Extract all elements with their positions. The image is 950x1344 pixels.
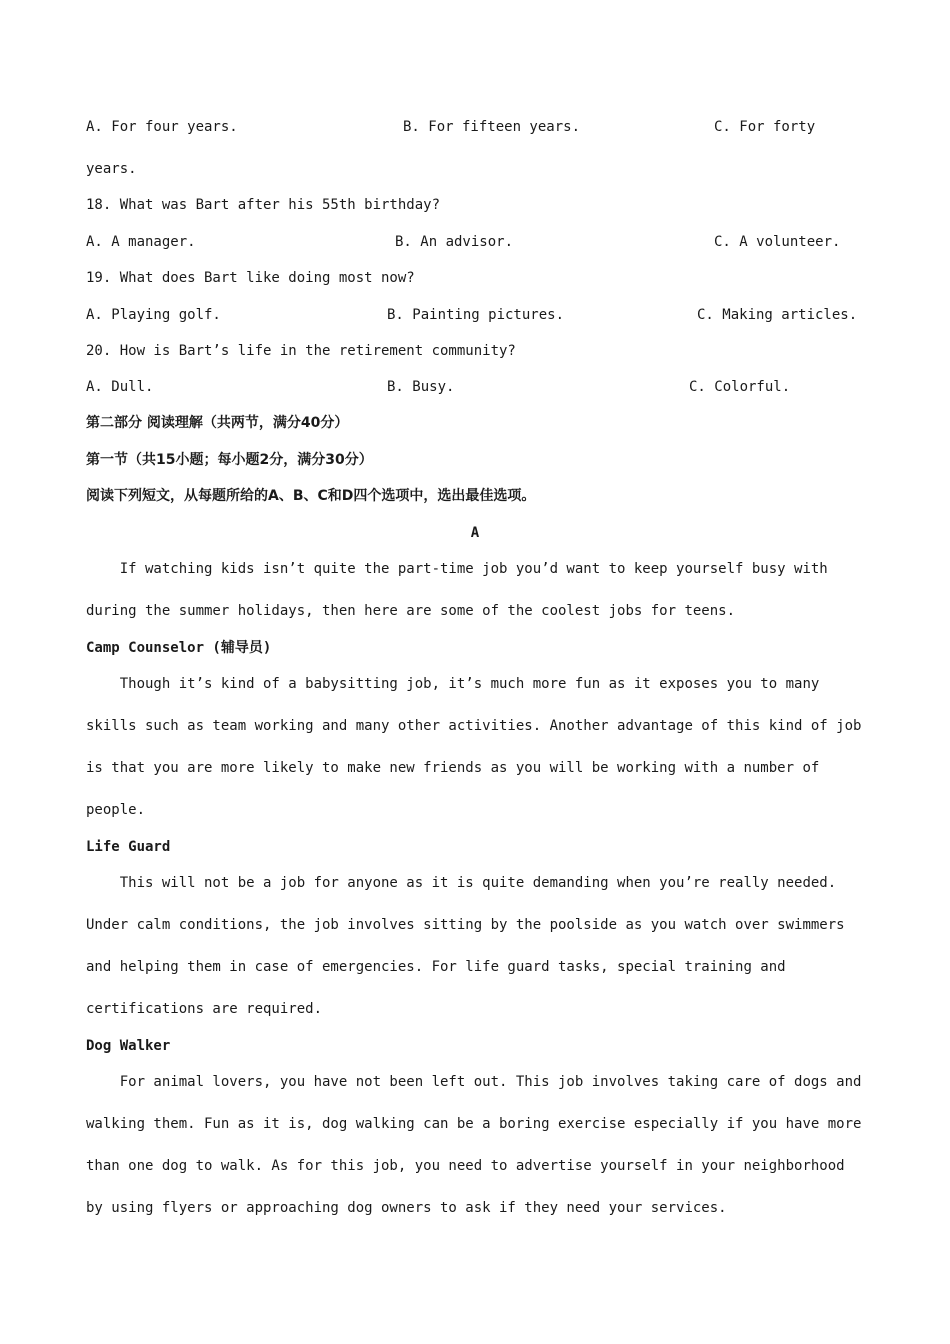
job-heading-life-guard: Life Guard — [86, 839, 171, 855]
q20-option-a: A. Dull. — [86, 379, 154, 395]
job-heading-camp-counselor: Camp Counselor (辅导员) — [86, 640, 272, 656]
q19-option-a: A. Playing golf. — [86, 307, 221, 323]
job-heading-dog-walker: Dog Walker — [86, 1038, 171, 1054]
camp-counselor-line-2: skills such as team working and many other activities. Another advantage of this kind of job — [86, 718, 862, 734]
passage-label: A — [470, 525, 480, 541]
reading-instruction: 阅读下列短文，从每题所给的A、B、C和D四个选项中，选出最佳选项。 — [86, 488, 536, 504]
q20-option-c: C. Colorful. — [689, 379, 791, 395]
life-guard-line-2: Under calm conditions, the job involves sitting by the poolside as you watch over swimmers — [86, 917, 845, 933]
life-guard-line-3: and helping them in case of emergencies. For life guard tasks, special training and — [86, 959, 786, 975]
part2-title: 第二部分 阅读理解（共两节，满分40分） — [86, 415, 349, 431]
q18-option-a: A. A manager. — [86, 234, 196, 250]
q18-stem: 18. What was Bart after his 55th birthday? — [86, 197, 441, 213]
q20-stem: 20. How is Bart’s life in the retirement community? — [86, 343, 516, 359]
section1-title: 第一节（共15小题；每小题2分，满分30分） — [86, 452, 373, 468]
camp-counselor-line-4: people. — [86, 802, 146, 818]
q19-stem: 19. What does Bart like doing most now? — [86, 270, 415, 286]
q17-option-a: A. For four years. — [86, 119, 238, 135]
intro-line-1: If watching kids isn’t quite the part-time job you’d want to keep yourself busy with — [86, 561, 828, 577]
dog-walker-line-4: by using flyers or approaching dog owners to ask if they need your services. — [86, 1200, 727, 1216]
dog-walker-line-3: than one dog to walk. As for this job, you need to advertise yourself in your neighborhood — [86, 1158, 845, 1174]
life-guard-line-4: certifications are required. — [86, 1001, 323, 1017]
dog-walker-line-1: For animal lovers, you have not been left out. This job involves taking care of dogs and — [86, 1074, 862, 1090]
q17-option-b: B. For fifteen years. — [403, 119, 581, 135]
q19-option-c: C. Making articles. — [697, 307, 858, 323]
q18-option-c: C. A volunteer. — [714, 234, 841, 250]
camp-counselor-line-1: Though it’s kind of a babysitting job, it’s much more fun as it exposes you to many — [86, 676, 820, 692]
q19-option-b: B. Painting pictures. — [387, 307, 565, 323]
life-guard-line-1: This will not be a job for anyone as it is quite demanding when you’re really needed. — [86, 875, 837, 891]
dog-walker-line-2: walking them. Fun as it is, dog walking can be a boring exercise especially if you have more — [86, 1116, 862, 1132]
q20-option-b: B. Busy. — [387, 379, 455, 395]
intro-line-2: during the summer holidays, then here are some of the coolest jobs for teens. — [86, 603, 736, 619]
camp-counselor-line-3: is that you are more likely to make new friends as you will be working with a number of — [86, 760, 820, 776]
q17-option-c: C. For forty — [714, 119, 816, 135]
q18-option-b: B. An advisor. — [395, 234, 514, 250]
q17-option-c-continued: years. — [86, 161, 137, 177]
